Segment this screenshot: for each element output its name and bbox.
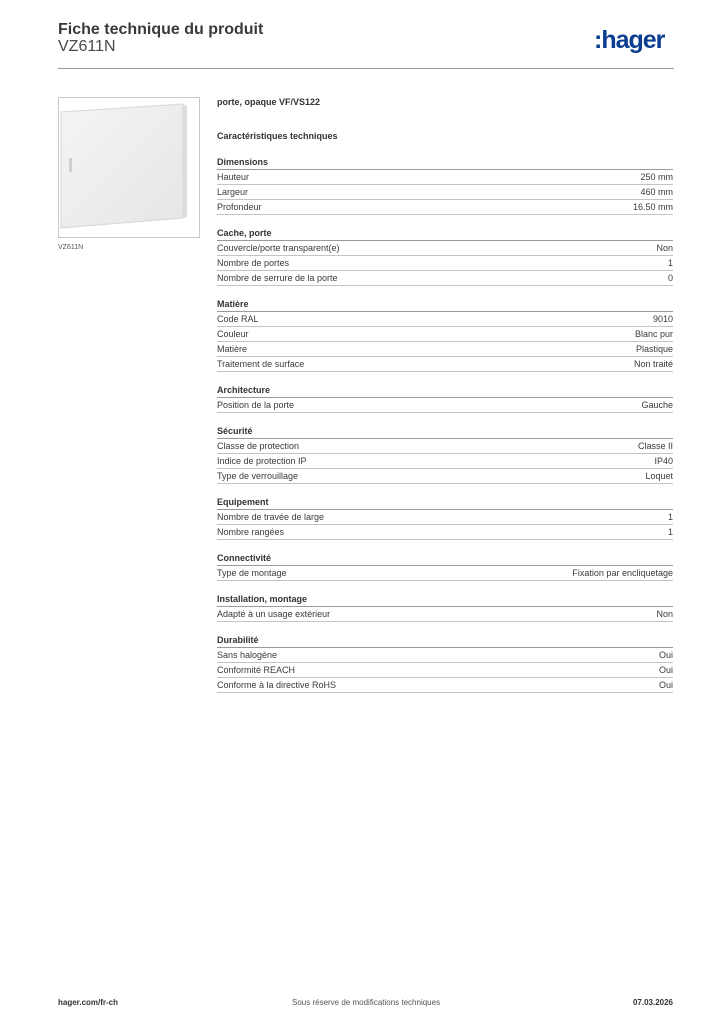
spec-section xyxy=(217,593,673,622)
spec-row xyxy=(217,241,673,256)
spec-label: Sans halogène xyxy=(217,650,278,660)
footer-date: 07.03.2026 xyxy=(632,998,673,1007)
page-title: Fiche technique du produit xyxy=(58,21,264,38)
spec-value: IP40 xyxy=(654,456,673,466)
spec-section xyxy=(217,425,673,484)
spec-label: Couvercle/porte transparent(e) xyxy=(217,243,340,253)
spec-section xyxy=(217,298,673,372)
spec-row xyxy=(217,357,673,372)
spec-row xyxy=(217,648,673,663)
spec-value: Blanc pur xyxy=(634,329,673,339)
spec-row xyxy=(217,398,673,413)
section-title: Connectivité xyxy=(217,552,673,566)
section-title: Matière xyxy=(217,298,673,312)
spec-row xyxy=(217,607,673,622)
spec-value: Plastique xyxy=(635,344,673,354)
spec-section xyxy=(217,227,673,286)
spec-value: Gauche xyxy=(641,400,673,410)
spec-label: Couleur xyxy=(217,329,249,339)
spec-section xyxy=(217,384,673,413)
specs-heading: Caractéristiques techniques xyxy=(217,131,338,141)
spec-row xyxy=(217,439,673,454)
spec-content xyxy=(217,95,673,693)
spec-value: Fixation par encliquetage xyxy=(572,568,673,578)
spec-section xyxy=(217,634,673,693)
product-image xyxy=(58,97,200,238)
product-description: porte, opaque VF/VS122 xyxy=(217,97,321,107)
spec-value: 1 xyxy=(667,527,673,537)
image-caption: VZ611N xyxy=(58,244,84,251)
spec-row xyxy=(217,327,673,342)
footer-website: hager.com/fr-ch xyxy=(58,998,119,1007)
spec-label: Position de la porte xyxy=(217,400,295,410)
spec-value: 460 mm xyxy=(640,187,673,197)
spec-label: Matière xyxy=(217,344,248,354)
spec-value: Loquet xyxy=(645,471,673,481)
hager-logo xyxy=(594,26,674,56)
spec-value: 1 xyxy=(667,258,673,268)
section-title: Architecture xyxy=(217,384,673,398)
spec-row xyxy=(217,170,673,185)
spec-label: Code RAL xyxy=(217,314,259,324)
product-code: VZ611N xyxy=(58,38,116,55)
spec-label: Nombre de travée de large xyxy=(217,512,325,522)
spec-label: Classe de protection xyxy=(217,441,300,451)
spec-value: 16.50 mm xyxy=(632,202,673,212)
spec-row xyxy=(217,469,673,484)
section-title: Cache, porte xyxy=(217,227,673,241)
spec-value: Non xyxy=(656,243,673,253)
spec-label: Type de montage xyxy=(217,568,287,578)
spec-label: Type de verrouillage xyxy=(217,471,299,481)
svg-text::hager: :hager xyxy=(594,26,665,54)
spec-sections xyxy=(217,156,673,693)
spec-row xyxy=(217,312,673,327)
header-divider xyxy=(58,68,674,69)
spec-value: Non xyxy=(656,609,673,619)
spec-label: Largeur xyxy=(217,187,249,197)
spec-label: Nombre de serrure de la porte xyxy=(217,273,338,283)
spec-value: Classe II xyxy=(637,441,673,451)
spec-row xyxy=(217,663,673,678)
spec-label: Traitement de surface xyxy=(217,359,305,369)
spec-value: 1 xyxy=(667,512,673,522)
spec-label: Conformité REACH xyxy=(217,665,296,675)
section-title: Installation, montage xyxy=(217,593,673,607)
spec-row xyxy=(217,271,673,286)
spec-row xyxy=(217,342,673,357)
section-title: Durabilité xyxy=(217,634,673,648)
section-title: Sécurité xyxy=(217,425,673,439)
door-panel-illustration xyxy=(59,98,199,237)
spec-label: Indice de protection IP xyxy=(217,456,307,466)
spec-row xyxy=(217,454,673,469)
spec-value: Non traité xyxy=(633,359,673,369)
spec-row xyxy=(217,525,673,540)
spec-label: Conforme à la directive RoHS xyxy=(217,680,337,690)
section-title: Dimensions xyxy=(217,156,673,170)
spec-label: Nombre de portes xyxy=(217,258,290,268)
spec-value: Oui xyxy=(658,680,673,690)
spec-label: Profondeur xyxy=(217,202,262,212)
spec-row xyxy=(217,185,673,200)
spec-label: Adapté à un usage extérieur xyxy=(217,609,331,619)
spec-label: Nombre rangées xyxy=(217,527,285,537)
spec-row xyxy=(217,256,673,271)
spec-value: 0 xyxy=(667,273,673,283)
spec-section xyxy=(217,552,673,581)
spec-row xyxy=(217,566,673,581)
spec-section xyxy=(217,156,673,215)
spec-value: Oui xyxy=(658,650,673,660)
section-title: Equipement xyxy=(217,496,673,510)
spec-row xyxy=(217,510,673,525)
spec-label: Hauteur xyxy=(217,172,250,182)
spec-value: Oui xyxy=(658,665,673,675)
spec-value: 9010 xyxy=(652,314,673,324)
footer-disclaimer: Sous réserve de modifications techniques xyxy=(292,998,441,1007)
spec-row xyxy=(217,678,673,693)
spec-value: 250 mm xyxy=(640,172,673,182)
spec-section xyxy=(217,496,673,540)
spec-row xyxy=(217,200,673,215)
